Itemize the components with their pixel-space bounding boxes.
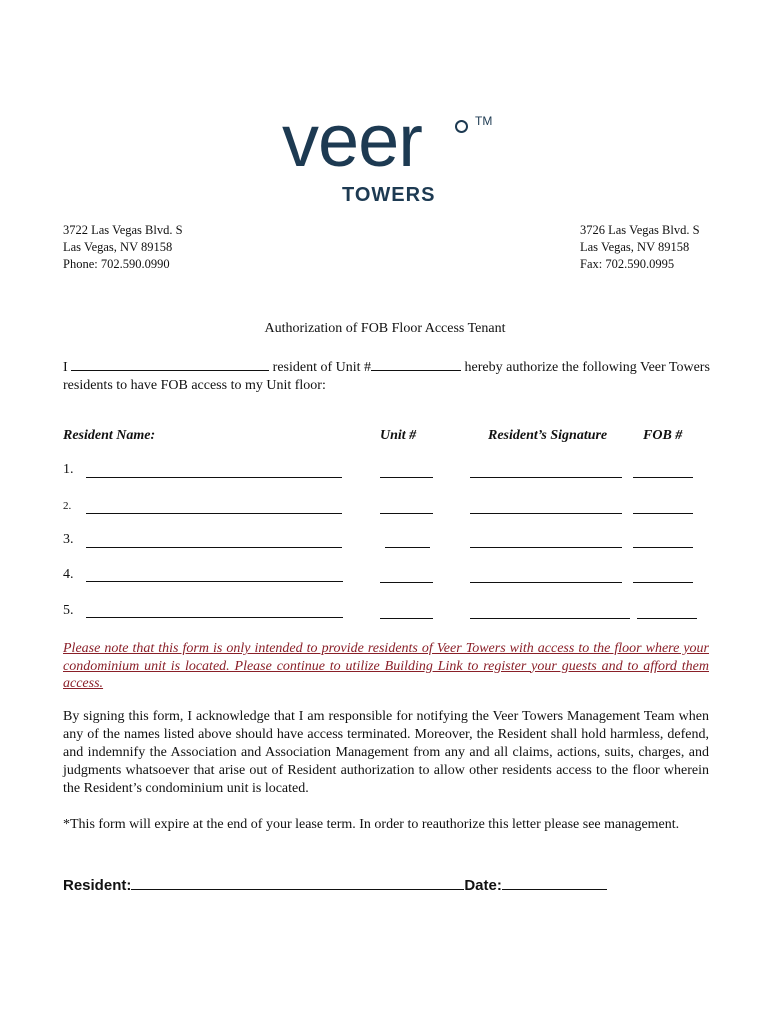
resident-row: [63, 567, 713, 587]
unit-field[interactable]: [380, 513, 433, 514]
date-field[interactable]: [502, 875, 607, 890]
column-header-signature: Resident’s Signature: [488, 428, 608, 443]
form-title: Authorization of FOB Floor Access Tenant: [264, 321, 506, 336]
address-right-fax: Fax: 702.590.0995: [580, 257, 675, 271]
signature-line: [63, 875, 607, 894]
logo-wordmark: veer: [282, 99, 422, 182]
resident-row: [63, 462, 713, 482]
date-label: Date:: [464, 877, 502, 894]
resident-row: [63, 603, 713, 623]
column-header-fob: FOB #: [643, 428, 683, 443]
signature-field[interactable]: [470, 547, 622, 548]
address-left-phone: Phone: 702.590.0990: [63, 257, 170, 271]
resident-row: [63, 498, 713, 518]
signature-field[interactable]: [470, 513, 622, 514]
auth-mid1: resident of Unit #: [272, 360, 372, 375]
resident-name-field[interactable]: [86, 513, 342, 514]
resident-signature-label: Resident:: [63, 877, 132, 894]
row-number: 3.: [63, 532, 74, 547]
unit-field[interactable]: [380, 477, 433, 478]
row-number: 2.: [63, 500, 72, 512]
resident-name-field[interactable]: [86, 617, 343, 618]
logo-subtitle: TOWERS: [342, 184, 436, 206]
tenant-name-field[interactable]: [71, 357, 269, 371]
address-right-line: Las Vegas, NV 89158: [580, 240, 690, 254]
address-right: [580, 222, 700, 273]
resident-name-field[interactable]: [86, 547, 342, 548]
address-left-line: Las Vegas, NV 89158: [63, 240, 173, 254]
authorization-statement: [63, 357, 713, 395]
notice-text: Please note that this form is only intended to provide residents of Veer Towers with access to the floor where your condominium unit is located. Please continue to utilize Building Link to register your guests and to afford them access.: [63, 641, 709, 691]
signature-field[interactable]: [470, 582, 622, 583]
resident-row: [63, 532, 713, 552]
resident-signature-field[interactable]: [131, 875, 464, 890]
address-left-line: 3722 Las Vegas Blvd. S: [63, 223, 183, 237]
logo-trademark: TM: [475, 114, 493, 128]
fob-field[interactable]: [633, 582, 693, 583]
fob-field[interactable]: [633, 547, 693, 548]
row-number: 5.: [63, 603, 74, 618]
column-header-unit: Unit #: [380, 428, 417, 443]
auth-mid2: hereby authorize the following Veer Towers residents to have FOB access to my Unit floor:: [63, 360, 710, 393]
unit-field[interactable]: [380, 618, 433, 619]
column-header-resident-name: Resident Name:: [63, 428, 156, 443]
fob-field[interactable]: [637, 618, 697, 619]
signature-field[interactable]: [470, 618, 630, 619]
acknowledgement-paragraph: By signing this form, I acknowledge that I am responsible for notifying the Veer Towers Management Team when any of the names listed above should have access terminated. Moreover, the Resident shall hold harmless, defend, and indemnify the Association and Association Management from any and all claims, actions, suits, charges, and judgments whatsoever that arise out of Resident authorization to allow other residents access to the floor wherein the Resident’s condominium unit is located.: [63, 709, 709, 796]
fob-field[interactable]: [633, 477, 693, 478]
address-right-line: 3726 Las Vegas Blvd. S: [580, 223, 700, 237]
logo-degree-ring-icon: [455, 120, 468, 133]
auth-prefix: I: [63, 360, 68, 375]
unit-field[interactable]: [380, 582, 433, 583]
address-left: [63, 222, 183, 273]
veer-towers-logo: [280, 99, 500, 212]
fob-field[interactable]: [633, 513, 693, 514]
resident-name-field[interactable]: [86, 477, 342, 478]
unit-number-field[interactable]: [371, 357, 461, 371]
resident-name-field[interactable]: [86, 581, 343, 582]
unit-field[interactable]: [385, 547, 430, 548]
row-number: 1.: [63, 462, 74, 477]
expiration-paragraph: *This form will expire at the end of your lease term. In order to reauthorize this letter please see management.: [63, 817, 680, 832]
row-number: 4.: [63, 567, 74, 582]
signature-field[interactable]: [470, 477, 622, 478]
